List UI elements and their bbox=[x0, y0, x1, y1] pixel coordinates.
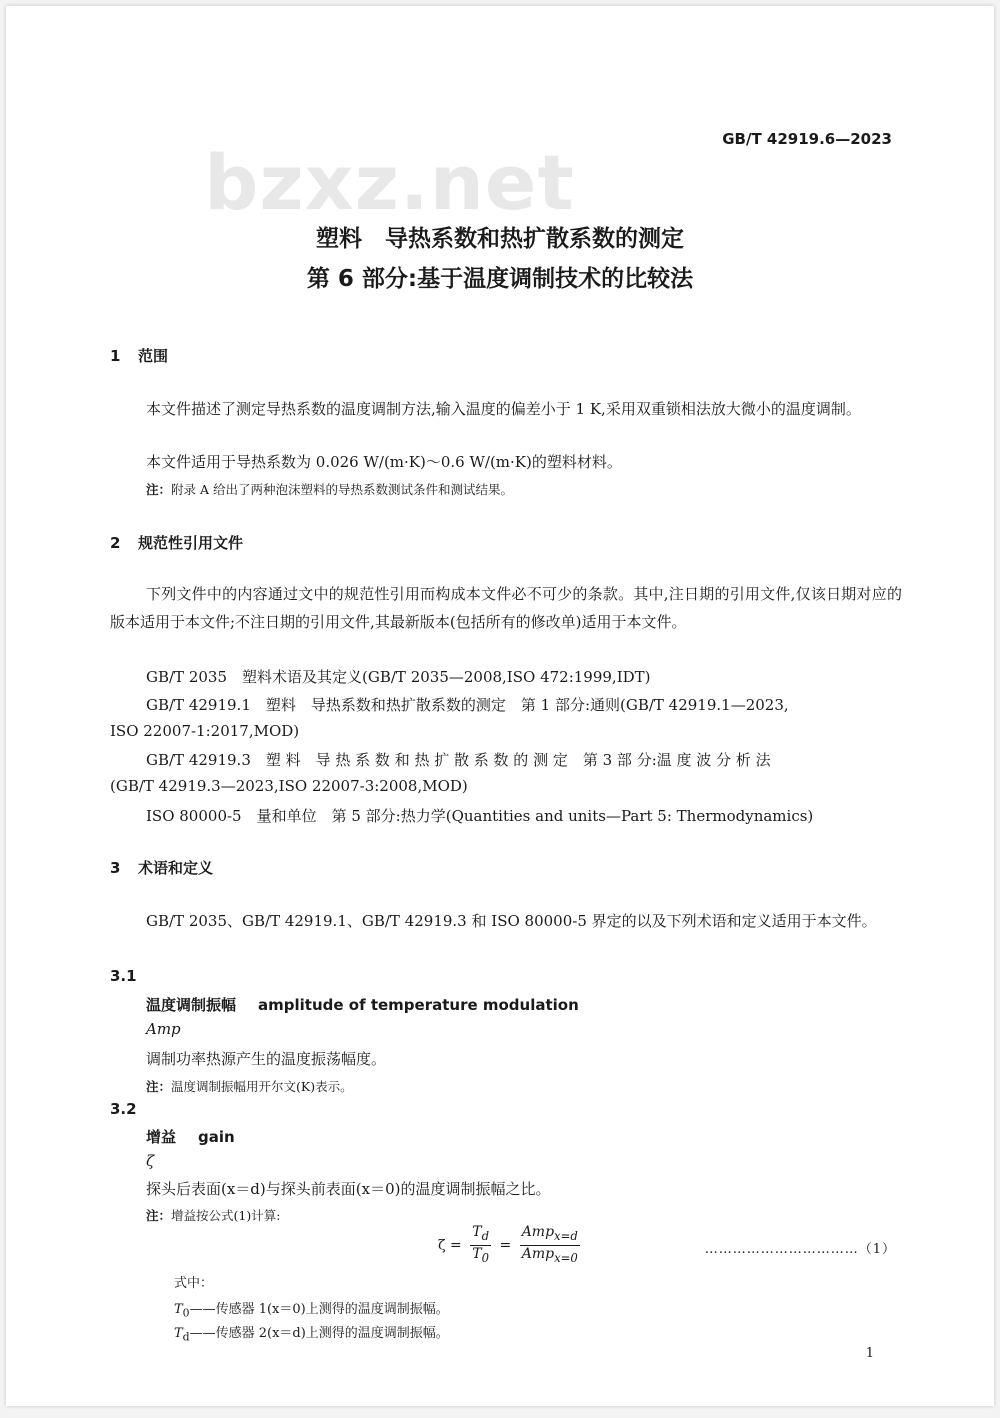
section-1-heading bbox=[110, 345, 168, 366]
term-3-1-note bbox=[146, 1076, 353, 1095]
section-title: 规范性引用文件 bbox=[138, 534, 244, 552]
fraction-amplitude bbox=[520, 1224, 580, 1267]
section-3-heading bbox=[110, 857, 213, 878]
term-3-1-symbol: Amp bbox=[146, 1020, 181, 1038]
section-2-heading bbox=[110, 532, 243, 553]
formula-lhs: ζ bbox=[438, 1237, 446, 1254]
term-name-cn: 增益 bbox=[146, 1128, 177, 1146]
term-3-2-symbol: ζ bbox=[146, 1152, 155, 1170]
reference-3-line-1: GB/T 42919.3 塑 料 导 热 系 数 和 热 扩 散 系 数 的 测 定 第 3 部 分:温 度 波 分 析 法 bbox=[146, 751, 771, 769]
note-label: 注： bbox=[146, 1208, 172, 1223]
term-3-2-number: 3.2 bbox=[110, 1100, 137, 1118]
reference-3-line-2: (GB/T 42919.3—2023,ISO 22007-3:2008,MOD) bbox=[110, 777, 468, 795]
fraction-temperature bbox=[470, 1224, 491, 1267]
references-intro: 下列文件中的内容通过文中的规范性引用而构成本文件必不可少的条款。其中,注日期的引用文件,仅该日期对应的版本适用于本文件;不注日期的引用文件,其最新版本(包括所有的修改单)适用于本文件。 bbox=[110, 585, 902, 631]
terms-intro: GB/T 2035、GB/T 42919.1、GB/T 42919.3 和 ISO 80000-5 界定的以及下列术语和定义适用于本文件。 bbox=[146, 912, 877, 930]
term-3-2-note bbox=[146, 1205, 280, 1224]
term-3-2-name bbox=[146, 1126, 235, 1147]
term-name-en: gain bbox=[198, 1128, 235, 1146]
term-name-en: amplitude of temperature modulation bbox=[258, 996, 579, 1014]
equation-number: ……………………………（1） bbox=[704, 1242, 896, 1257]
legend-item-2: $T_d——$传感器 2(x＝d)上测得的温度调制振幅。 bbox=[174, 1326, 449, 1344]
formula-1 bbox=[438, 1224, 584, 1267]
term-name-cn: 温度调制振幅 bbox=[146, 996, 237, 1014]
note-text: 增益按公式(1)计算: bbox=[171, 1208, 281, 1223]
term-3-1-name bbox=[146, 994, 579, 1015]
section-title: 范围 bbox=[138, 347, 169, 365]
scope-paragraph-2: 本文件适用于导热系数为 0.026 W/(m·K)～0.6 W/(m·K)的塑料材料。 bbox=[146, 453, 622, 471]
note-label: 注： bbox=[146, 1079, 172, 1094]
numerator: $T_d$ bbox=[470, 1224, 491, 1246]
legend-label: 式中： bbox=[174, 1276, 214, 1291]
reference-2-line-1: GB/T 42919.1 塑料 导热系数和热扩散系数的测定 第 1 部分:通则(GB/T 42919.1—2023, bbox=[146, 696, 789, 714]
term-3-1-number: 3.1 bbox=[110, 967, 137, 985]
term-3-1-definition: 调制功率热源产生的温度振荡幅度。 bbox=[146, 1050, 387, 1068]
note-text: 温度调制振幅用开尔文(K)表示。 bbox=[171, 1079, 353, 1094]
note-label: 注： bbox=[146, 482, 172, 497]
numerator: Amp$_{x=d}$ bbox=[520, 1224, 580, 1246]
document-page bbox=[6, 6, 994, 1406]
legend-item-1: $T_0——$传感器 1(x＝0)上测得的温度调制振幅。 bbox=[174, 1302, 449, 1320]
title-line-1: 塑料 导热系数和热扩散系数的测定 bbox=[316, 226, 684, 252]
scope-paragraph-1: 本文件描述了测定导热系数的温度调制方法,输入温度的偏差小于 1 K,采用双重锁相法放大微小的温度调制。 bbox=[146, 400, 861, 418]
reference-2-line-2: ISO 22007-1:2017,MOD) bbox=[110, 722, 300, 740]
page-number: 1 bbox=[865, 1346, 874, 1361]
equals-sign: = bbox=[499, 1237, 512, 1254]
equals-sign: = bbox=[450, 1237, 462, 1254]
note-text: 附录 A 给出了两种泡沫塑料的导热系数测试条件和测试结果。 bbox=[171, 482, 513, 497]
standard-number: GB/T 42919.6—2023 bbox=[722, 130, 892, 148]
section-number: 2 bbox=[110, 534, 121, 552]
watermark: bzxz.net bbox=[204, 138, 575, 227]
term-3-2-definition: 探头后表面(x＝d)与探头前表面(x＝0)的温度调制振幅之比。 bbox=[146, 1180, 551, 1198]
section-number: 3 bbox=[110, 859, 121, 877]
scope-note bbox=[146, 479, 513, 498]
section-number: 1 bbox=[110, 347, 121, 365]
title-line-2: 第 6 部分:基于温度调制技术的比较法 bbox=[306, 266, 694, 292]
denominator: Amp$_{x=0}$ bbox=[521, 1245, 578, 1265]
reference-1: GB/T 2035 塑料术语及其定义(GB/T 2035—2008,ISO 472:1999,IDT) bbox=[146, 668, 651, 686]
reference-4: ISO 80000-5 量和单位 第 5 部分:热力学(Quantities and units—Part 5: Thermodynamics) bbox=[146, 807, 814, 825]
section-title: 术语和定义 bbox=[138, 859, 214, 877]
denominator: $T_0$ bbox=[472, 1245, 490, 1265]
